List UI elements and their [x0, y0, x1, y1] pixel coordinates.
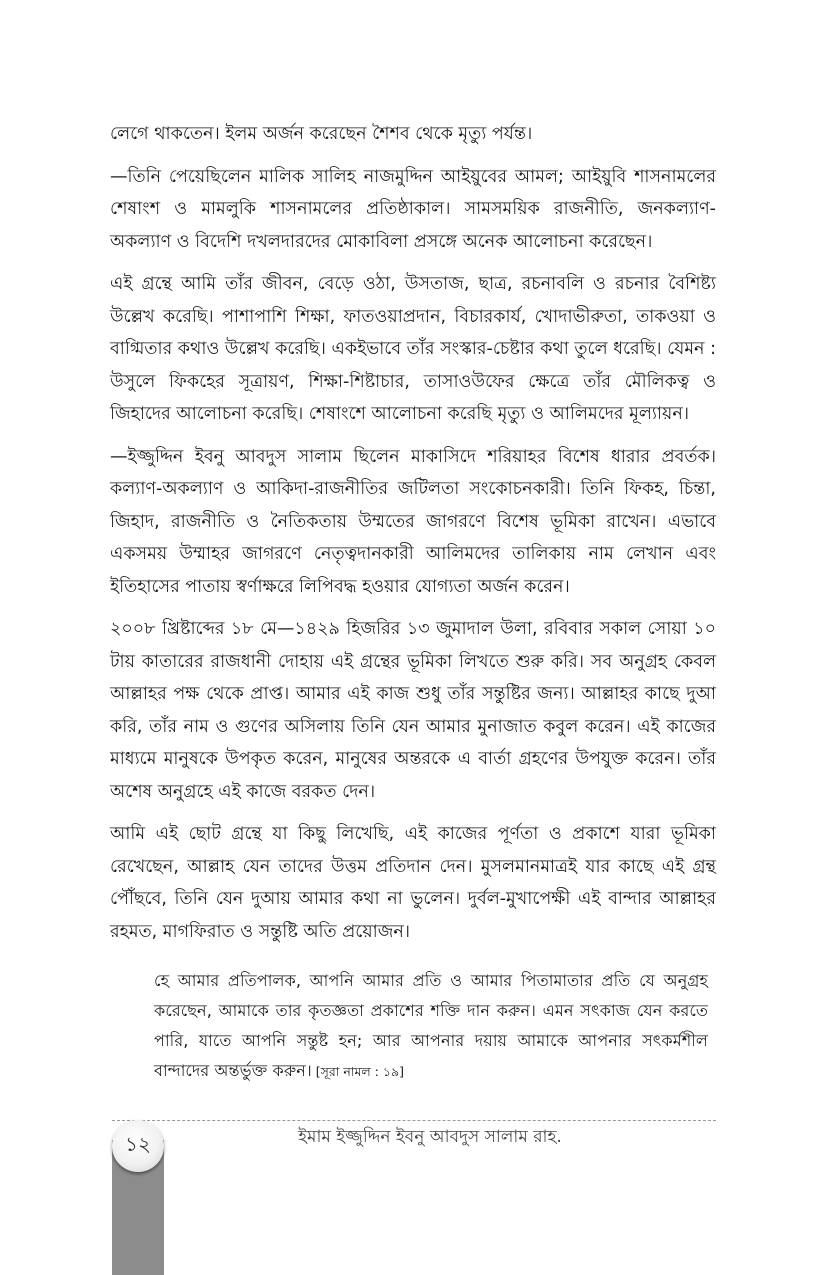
paragraph-2: —তিনি পেয়েছিলেন মালিক সালিহ নাজমুদ্দিন আইয়ুবের আমল; আইয়ুবি শাসনামলের শেষাংশ ও মামলুকি শাসনামলের প্রতিষ্ঠাকাল। সামসময়িক রাজনীতি, জনকল্যাণ-অকল্যাণ ও বিদেশি দখলদারদের মোকাবিলা প্রসঙ্গে অনেক আলোচনা করেছেন। [110, 166, 716, 252]
quote-reference: [সূরা নামল : ১৯] [315, 1064, 404, 1079]
paragraph-1: লেগে থাকতেন। ইলম অর্জন করেছেন শৈশব থেকে মৃত্যু পর্যন্ত। [110, 124, 533, 144]
body-text [110, 118, 716, 1087]
paragraph-5: ২০০৮ খ্রিষ্টাব্দের ১৮ মে—১৪২৯ হিজরির ১৩ জুমাদাল উলা, রবিবার সকাল সোয়া ১০ টায় কাতারের রাজধানী দোহায় এই গ্রন্থের ভূমিকা লিখতে শুরু করি। সব অনুগ্রহ কেবল আল্লাহর পক্ষ থেকে প্রাপ্ত। আমার এই কাজ শুধু তাঁর সন্তুষ্টির জন্য। আল্লাহর কাছে দুআ করি, তাঁর নাম ও গুণের অসিলায় তিনি যেন আমার মুনাজাত কবুল করেন। এই কাজের মাধ্যমে মানুষকে উপকৃত করেন, মানুষের অন্তরকে এ বার্তা গ্রহণের উপযুক্ত করেন। তাঁর অশেষ অনুগ্রহে এই কাজে বরকত দেন। [110, 619, 716, 802]
paragraph-6: আমি এই ছোট গ্রন্থে যা কিছু লিখেছি, এই কাজের পূর্ণতা ও প্রকাশে যারা ভূমিকা রেখেছেন, আল্লাহ যেন তাদের উত্তম প্রতিদান দেন। মুসলমানমাত্রই যার কাছে এই গ্রন্থ পৌঁছবে, তিনি যেন দুআয় আমার কথা না ভুলেন। দুর্বল-মুখাপেক্ষী এই বান্দার আল্লাহর রহমত, মাগফিরাত ও সন্তুষ্টি অতি প্রয়োজন। [110, 824, 716, 942]
footer-divider [112, 1120, 716, 1121]
page-number-badge [112, 1120, 164, 1172]
quote-text: হে আমার প্রতিপালক, আপনি আমার প্রতি ও আমার পিতামাতার প্রতি যে অনুগ্রহ করেছেন, আমাকে তার কৃতজ্ঞতা প্রকাশের শক্তি দান করুন। এমন সৎকাজ যেন করতে পারি, যাতে আপনি সন্তুষ্ট হন; আর আপনার দয়ায় আমাকে আপনার সৎকর্মশীল বান্দাদের অন্তর্ভুক্ত করুন। [154, 971, 708, 1080]
page-number: ১২ [125, 1131, 151, 1156]
paragraph-3: এই গ্রন্থে আমি তাঁর জীবন, বেড়ে ওঠা, উসতাজ, ছাত্র, রচনাবলি ও রচনার বৈশিষ্ট্য উল্লেখ করেছি। পাশাপাশি শিক্ষা, ফাতওয়াপ্রদান, বিচারকার্য, খোদাভীরুতা, তাকওয়া ও বাগ্মিতার কথাও উল্লেখ করেছি। একইভাবে তাঁর সংস্কার-চেষ্টার কথা তুলে ধরেছি। যেমন : উসুলে ফিকহের সূত্রায়ণ, শিক্ষা-শিষ্টাচার, তাসাওউফের ক্ষেত্রে তাঁর মৌলিকত্ব ও জিহাদের আলোচনা করেছি। শেষাংশে আলোচনা করেছি মৃত্যু ও আলিমদের মূল্যায়ন। [110, 274, 716, 424]
paragraph-4: —ইজ্জুদ্দিন ইবনু আবদুস সালাম ছিলেন মাকাসিদে শরিয়াহর বিশেষ ধারার প্রবর্তক। কল্যাণ-অকল্যাণ ও আকিদা-রাজনীতির জটিলতা সংকোচনকারী। তিনি ফিকহ, চিন্তা, জিহাদ, রাজনীতি ও নৈতিকতায় উম্মতের জাগরণে বিশেষ ভূমিকা রাখেন। এভাবে একসময় উম্মাহর জাগরণে নেতৃত্বদানকারী আলিমদের তালিকায় নাম লেখান এবং ইতিহাসের পাতায় স্বর্ণাক্ষরে লিপিবদ্ধ হওয়ার যোগ্যতা অর্জন করেন। [110, 446, 716, 597]
quran-quote [110, 966, 716, 1087]
running-head: ইমাম ইজ্জুদ্দিন ইবনু আবদুস সালাম রাহ. [298, 1127, 562, 1147]
